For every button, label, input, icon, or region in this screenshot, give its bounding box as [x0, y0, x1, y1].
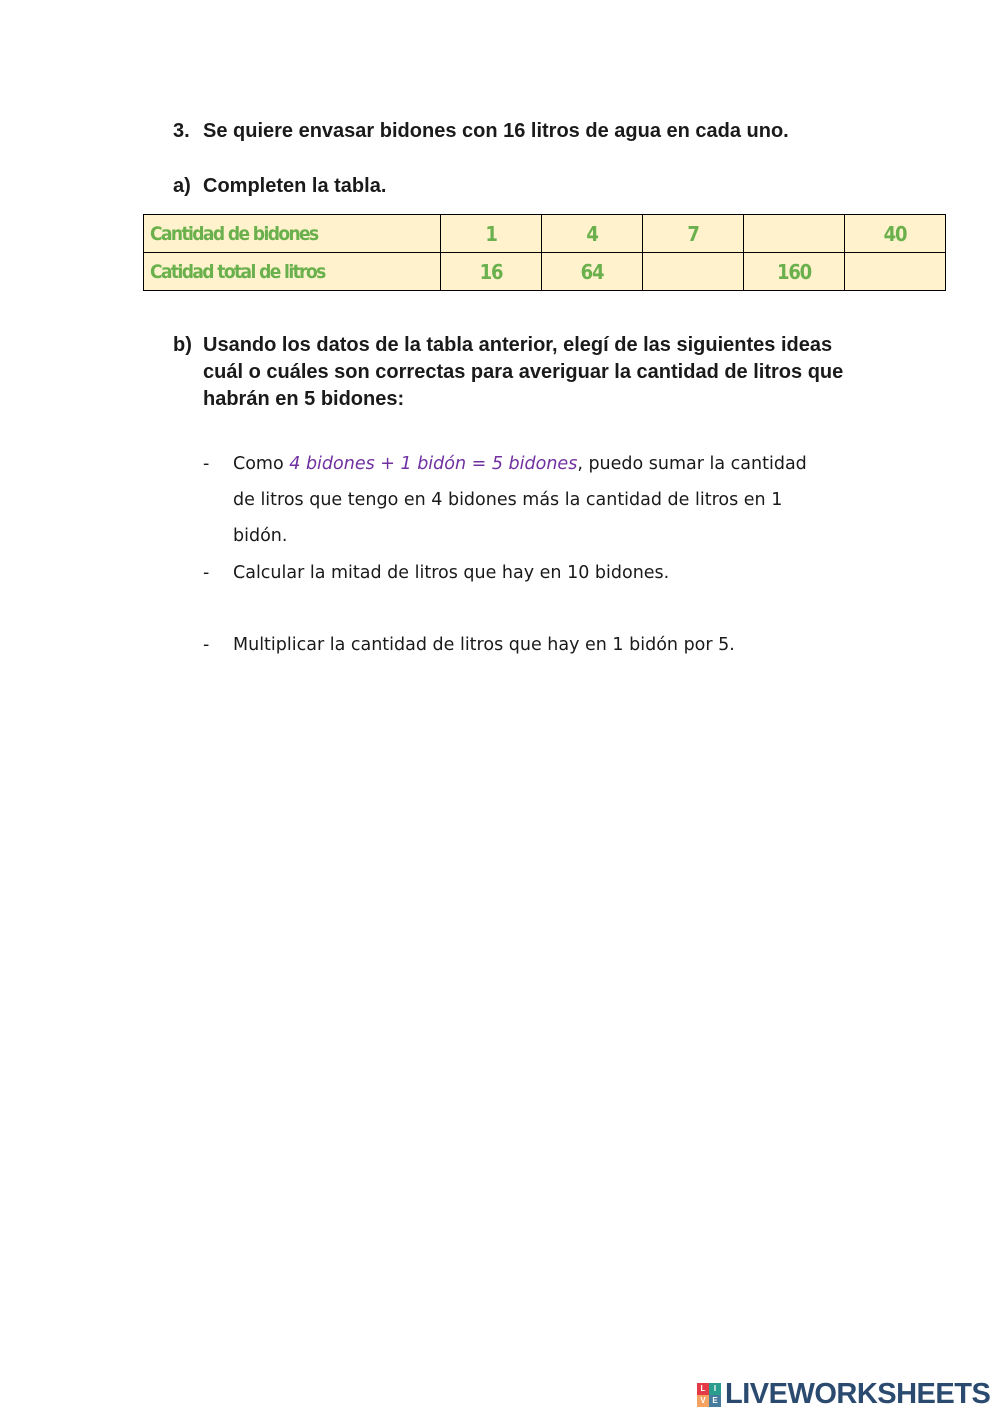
option-dash: -	[203, 454, 210, 474]
bidones-table	[143, 214, 946, 291]
table-cell: 40	[845, 215, 946, 253]
logo-letter: L	[697, 1383, 709, 1395]
option-text	[233, 446, 833, 554]
answer-cell[interactable]	[744, 215, 845, 253]
part-a-letter: a)	[173, 175, 191, 197]
row-label-bidones: Cantidad de bidones	[144, 215, 441, 253]
question-text: Se quiere envasar bidones con 16 litros de agua en cada uno.	[203, 120, 789, 142]
table-cell: 4	[542, 215, 643, 253]
logo-letter: E	[709, 1395, 721, 1407]
part-b-text: Usando los datos de la tabla anterior, elegí de las siguientes ideas cuál o cuáles son correctas para averiguar la cantidad de litros que habrán en 5 bidones:	[203, 334, 844, 410]
answer-cell[interactable]	[845, 253, 946, 291]
answer-cell[interactable]	[643, 253, 744, 291]
part-a-text: Completen la tabla.	[203, 175, 387, 197]
option-suffix: , puedo sumar la cantidad de litros que tengo en 4 bidones más la cantidad de litros en 1 bidón.	[233, 454, 807, 546]
table-cell: 16	[441, 253, 542, 291]
logo-letter: V	[697, 1395, 709, 1407]
option-dash: -	[203, 563, 210, 583]
row-label-litros: Catidad total de litros	[144, 253, 441, 291]
table-cell: 160	[744, 253, 845, 291]
table-cell: 1	[441, 215, 542, 253]
option-dash: -	[203, 635, 210, 655]
liveworksheets-logo	[697, 1378, 990, 1411]
option-text: Calcular la mitad de litros que hay en 10 bidones.	[233, 563, 670, 583]
logo-letter: I	[709, 1383, 721, 1395]
table-cell: 64	[542, 253, 643, 291]
brand-name: LIVEWORKSHEETS	[725, 1378, 991, 1410]
question-number: 3.	[173, 120, 190, 142]
table-row	[144, 253, 946, 291]
table-row	[144, 215, 946, 253]
option-text: Multiplicar la cantidad de litros que hay en 1 bidón por 5.	[233, 635, 735, 655]
table-cell: 7	[643, 215, 744, 253]
option-prefix: Como	[233, 454, 290, 474]
part-b-letter: b)	[173, 334, 192, 356]
logo-mark-icon	[697, 1383, 721, 1407]
option-emphasis: 4 bidones + 1 bidón = 5 bidones	[289, 454, 578, 474]
